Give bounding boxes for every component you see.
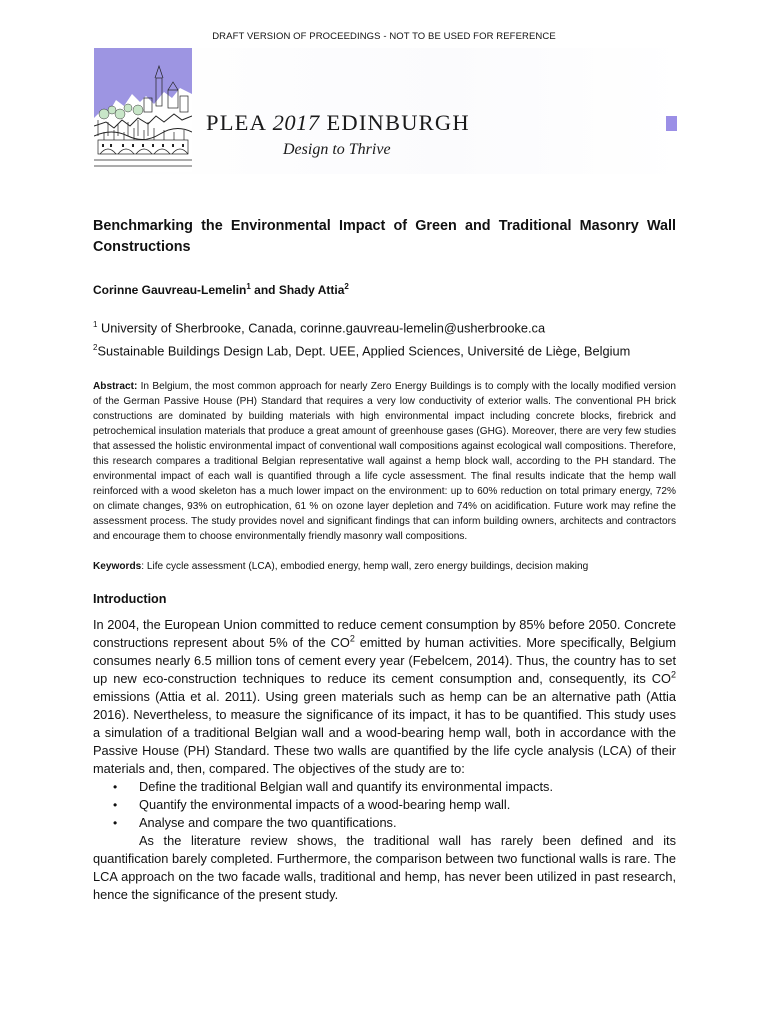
section-heading: Introduction	[93, 591, 167, 606]
bullet-icon: •	[113, 779, 118, 794]
superscript: 2	[670, 669, 676, 680]
abstract-label: Abstract:	[93, 380, 138, 392]
paragraph-text: In 2004, the European Union committed to reduce cement consumption by 85% before 2050. Concrete constructions represent about 5% of the CO	[93, 616, 676, 650]
conference-name: PLEA	[206, 110, 266, 135]
edinburgh-skyline-illustration	[94, 48, 192, 172]
affiliation-marker: 1	[93, 320, 98, 329]
superscript: 2	[349, 633, 355, 644]
author-line	[93, 282, 676, 297]
affiliation	[93, 315, 676, 338]
paper-title: Benchmarking the Environmental Impact of Green and Traditional Masonry Wall Constructions	[93, 218, 676, 255]
body-paragraph	[93, 616, 676, 778]
keywords-text: : Life cycle assessment (LCA), embodied energy, hemp wall, zero energy buildings, decision making	[141, 560, 589, 572]
affiliations	[93, 315, 676, 362]
paper-content	[93, 216, 676, 904]
draft-banner: DRAFT VERSION OF PROCEEDINGS - NOT TO BE USED FOR REFERENCE	[212, 31, 556, 42]
author-name: Shady Attia	[278, 283, 345, 297]
list-item	[93, 796, 676, 814]
bullet-icon: •	[113, 815, 118, 830]
conference-title	[206, 110, 470, 136]
affiliation-marker: 2	[93, 343, 98, 353]
keywords-label: Keywords	[93, 560, 142, 572]
conference-year: 2017	[272, 110, 320, 135]
bullet-icon: •	[113, 797, 118, 812]
accent-marker	[666, 116, 677, 131]
affiliation-text: University of Sherbrooke, Canada, corinne.gauvreau-lemelin@usherbrooke.ca	[97, 320, 546, 336]
affiliation-text: Sustainable Buildings Design Lab, Dept. UEE, Applied Sciences, Université de Liège, Belgium	[97, 343, 631, 359]
paragraph-text: emissions (Attia et al. 2011). Using green materials such as hemp can be an alternative path (Attia 2016). Nevertheless, to measure the significance of its impact, it has to be quantified. This study uses a simulation of a traditional Belgian wall and a wood-bearing hemp wall, both in accordance with the Passive House (PH) Standard. These two walls are quantified by the life cycle analysis (LCA) of their materials and, then, compared. The objectives of the study are to:	[93, 688, 676, 776]
author-affiliation-marker: 2	[344, 282, 349, 291]
author-affiliation-marker: 1	[246, 282, 251, 291]
conference-tagline: Design to Thrive	[283, 141, 391, 158]
conference-city: EDINBURGH	[326, 110, 470, 135]
author-joiner: and	[250, 283, 279, 297]
list-item	[93, 814, 676, 832]
list-item-text: Define the traditional Belgian wall and quantify its environmental impacts.	[139, 778, 553, 794]
list-item	[93, 778, 676, 796]
objectives-list	[93, 778, 676, 832]
author-name: Corinne Gauvreau-Lemelin	[93, 283, 247, 297]
list-item-text: Analyse and compare the two quantifications.	[139, 814, 397, 830]
list-item-text: Quantify the environmental impacts of a wood-bearing hemp wall.	[139, 796, 511, 812]
affiliation	[93, 338, 676, 361]
abstract-text: In Belgium, the most common approach for nearly Zero Energy Buildings is to comply with the locally modified version of the German Passive House (PH) Standard that requires a very low conductivity of exterior walls. The conventional PH brick constructions are dominated by building materials with high environmental impact including concrete blocks, firebrick and petrochemical insulation materials that produce a great amount of greenhouse gases (GHG). Moreover, there are very few studies that assessed the holistic environmental impact of conventional wall compositions against ecological wall compositions. Therefore, this research compares a traditional Belgian representative wall against a hemp block wall, according to the PH standard. The environmental impact of each wall is quantified through a life cycle assessment. The final results indicate that the hemp wall reinforced with a wood skeleton has a much lower impact on the environment: up to 60% reduction on total primary energy, 72% on climate changes, 93% on eutrophication, 61 % on ozone layer depletion and 74% on acidification. Future work may refine the assessment process. The study provides novel and significant findings that can inform building owners, architects and contractors and encourage them to choose environmentally friendly masonry wall compositions.	[93, 380, 676, 542]
abstract	[93, 379, 676, 544]
paragraph-text: emitted by human activities. More specifically, Belgium consumes nearly 6.5 million tons of cement every year (Febelcem, 2014). Thus, the country has to set up new eco-construction techniques to reduce its cement consumption and, consequently, its CO	[93, 634, 676, 686]
keywords	[93, 559, 676, 574]
body-paragraph: As the literature review shows, the traditional wall has rarely been defined and its quantification barely completed. Furthermore, the comparison between two functional walls is rare. The LCA approach on the two facade walls, traditional and hemp, has never been utilized in past research, hence the significance of the present study.	[93, 832, 676, 902]
